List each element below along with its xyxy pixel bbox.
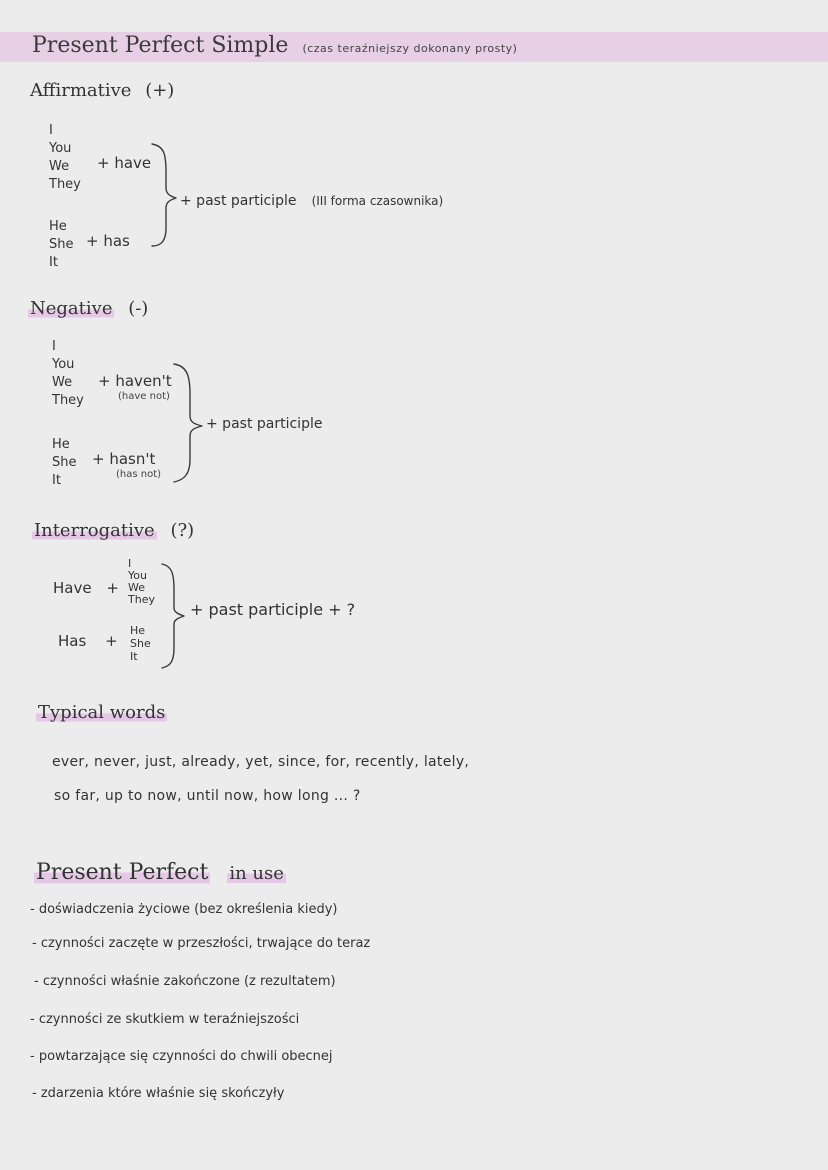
pronoun: He xyxy=(130,624,146,637)
in-use-heading-suffix: in use xyxy=(229,863,284,884)
typical-words-heading-row xyxy=(36,702,167,723)
affirmative-pronouns-plural xyxy=(49,122,81,194)
affirmative-verb-has: + has xyxy=(86,232,130,250)
in-use-item: - zdarzenia które właśnie się skończyły xyxy=(32,1086,285,1101)
interrogative-heading-row xyxy=(32,520,194,541)
in-use-heading-row xyxy=(34,860,286,885)
interrogative-aux-have xyxy=(53,579,119,597)
interrogative-aux-has xyxy=(58,632,118,650)
negative-brace-icon xyxy=(172,362,206,486)
page-title: Present Perfect Simple xyxy=(32,33,289,58)
page-title-row xyxy=(32,33,517,58)
in-use-item: - czynności zaczęte w przeszłości, trwające do teraz xyxy=(32,936,371,951)
negative-heading: Negative xyxy=(30,298,113,319)
interrogative-brace-icon xyxy=(160,562,188,670)
affirmative-heading: Affirmative xyxy=(30,80,132,101)
negative-pronouns-singular xyxy=(52,436,77,490)
negative-pronouns-plural xyxy=(52,338,84,410)
negative-result: + past participle xyxy=(206,416,323,432)
pronoun: He xyxy=(52,437,70,452)
interrogative-result: + past participle + ? xyxy=(190,600,356,619)
in-use-item: - czynności ze skutkiem w teraźniejszości xyxy=(30,1012,300,1027)
interrogative-pronouns-singular xyxy=(130,624,151,663)
in-use-item: - doświadczenia życiowe (bez określenia kiedy) xyxy=(30,902,338,917)
typical-words-heading: Typical words xyxy=(38,702,166,723)
in-use-item: - powtarzające się czynności do chwili obecnej xyxy=(30,1049,333,1064)
plus-sign: + xyxy=(105,632,118,650)
negative-heading-row xyxy=(28,298,148,319)
pronoun: You xyxy=(49,141,72,156)
interrogative-pronouns-plural xyxy=(128,558,155,606)
plus-sign: + xyxy=(106,579,119,597)
in-use-item: - czynności właśnie zakończone (z rezultatem) xyxy=(34,974,336,989)
pronoun: We xyxy=(49,159,70,174)
typical-words-line-1: ever, never, just, already, yet, since, for, recently, lately, xyxy=(52,754,470,770)
pronoun: She xyxy=(130,637,151,650)
pronoun: She xyxy=(49,237,74,252)
pronoun: It xyxy=(52,473,61,488)
negative-verb-havent-full: (have not) xyxy=(118,391,170,402)
pronoun: We xyxy=(52,375,73,390)
pronoun: They xyxy=(128,593,155,606)
affirmative-result-note: (III forma czasownika) xyxy=(311,194,444,208)
pronoun: She xyxy=(52,455,77,470)
pronoun: It xyxy=(130,650,138,663)
pronoun: It xyxy=(49,255,58,270)
affirmative-verb-have: + have xyxy=(97,154,152,172)
affirmative-result: + past participle xyxy=(180,193,297,209)
pronoun: I xyxy=(49,123,53,138)
affirmative-heading-row xyxy=(30,80,174,101)
pronoun: I xyxy=(52,339,56,354)
interrogative-heading: Interrogative xyxy=(34,520,155,541)
affirmative-result-row xyxy=(180,190,443,209)
affirmative-symbol: (+) xyxy=(145,80,175,101)
interrogative-symbol: (?) xyxy=(170,520,195,541)
negative-symbol: (-) xyxy=(128,298,149,319)
negative-verb-hasnt-full: (has not) xyxy=(116,469,162,480)
in-use-heading: Present Perfect xyxy=(36,860,209,885)
negative-verb-hasnt: + hasn't xyxy=(92,450,156,468)
aux-has: Has xyxy=(58,632,87,650)
pronoun: They xyxy=(52,393,84,408)
pronoun: I xyxy=(128,557,132,570)
pronoun: We xyxy=(128,581,145,594)
page-title-translation: (czas teraźniejszy dokonany prosty) xyxy=(302,42,518,55)
negative-verb-havent: + haven't xyxy=(98,372,172,390)
pronoun: You xyxy=(52,357,75,372)
typical-words-line-2: so far, up to now, until now, how long ... ? xyxy=(54,788,361,804)
pronoun: He xyxy=(49,219,67,234)
affirmative-pronouns-singular xyxy=(49,218,74,272)
aux-have: Have xyxy=(53,579,92,597)
pronoun: You xyxy=(128,569,147,582)
affirmative-brace-icon xyxy=(150,142,180,250)
pronoun: They xyxy=(49,177,81,192)
